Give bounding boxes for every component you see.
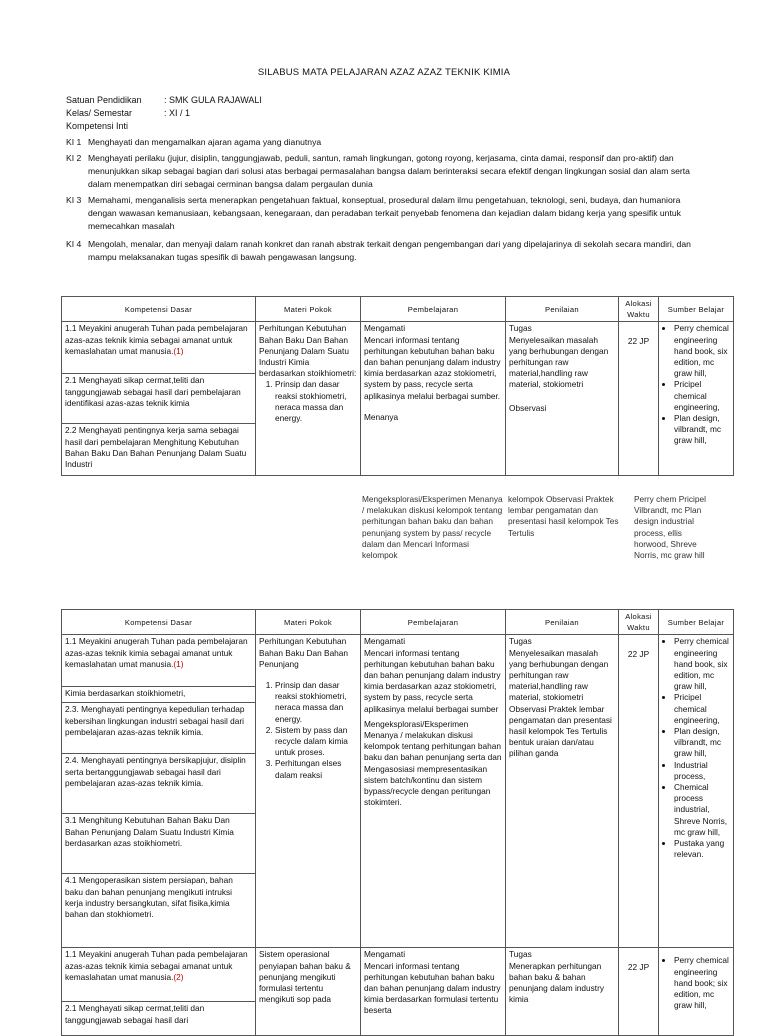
- sumber-item: • Industrial process,: [674, 760, 730, 782]
- sumber-item: • Perry chemical engineering hand book; six edition, mc graw hill,: [674, 955, 730, 1011]
- kd-text: 1.1 Meyakini anugerah Tuhan pada pembelajaran azas-azas teknik kimia sebagai amanat untuk kemaslahatan umat manusia.: [65, 636, 248, 669]
- ki-text: Menghayati perilaku (jujur, disiplin, tanggungjawab, peduli, santun, ramah lingkungan, gotong royong, kerjasama, cinta damai, responsif dan pro-aktif) dan menunjukkan sikap sebagai bagian dari solusi atas berbagai permasalahan bangsa dalam berinteraksi secara efektif dengan lingkungan sosial dan alam serta dalam menempatkan diri sebagai cerminan bangsa dalam pergaulan dunia: [88, 153, 690, 189]
- overflow-text-sumber: Perry chem Pricipel Vilbrandt, mc Plan design industrial process, ellis horwood, Shreve Norris, mc graw hill: [634, 494, 706, 561]
- pembelajaran-cell: [361, 948, 506, 1036]
- header-penilaian: Penilaian: [506, 297, 619, 322]
- materi-list-item: 1. Prinsip dan dasar reaksi stokhiometri, neraca massa dan energy.: [275, 379, 357, 424]
- sumber-item: • Pustaka yang relevan.: [674, 838, 730, 860]
- sumber-list: [662, 323, 730, 446]
- alokasi-cell: 22 JP: [619, 948, 659, 1036]
- header-pembelajaran: Pembelajaran: [361, 297, 506, 322]
- kd-text: 2.1 Menghayati sikap cermat,teliti dan tanggungjawab sebagai hasil dari: [65, 1003, 205, 1025]
- pemb-text: Mencari informasi tentang perhitungan kebutuhan bahan baku dan bahan penunjang dalam industry kimia berdasarkan azaz stokiometri, system by pass, recycle serta aplikasinya melalui berbagai sumber: [364, 647, 501, 714]
- ki-text: Mengolah, menalar, dan menyaji dalam ranah konkret dan ranah abstrak terkait dengan pengembangan dari yang dipelajarinya di sekolah secara mandiri, dan mampu melaksanakan tugas spesifik di bawah pengawasan langsung.: [88, 239, 691, 262]
- sumber-item: • Perry chemical engineering hand book, six edition, mc graw hill,: [674, 323, 730, 379]
- ki-item-3: [66, 194, 706, 232]
- kd-text: 2.1 Menghayati sikap cermat,teliti dan tanggungjawab sebagai hasil dari pembelajaran identifikasi azas-azas teknik kimia: [65, 375, 241, 408]
- pen-tail: Observasi: [509, 402, 547, 413]
- kd-item: [62, 635, 255, 687]
- header-kd: Kompetensi Dasar: [62, 610, 256, 635]
- alokasi-cell: 22 JP: [619, 322, 659, 476]
- kd-item: [62, 814, 255, 874]
- header-materi: Materi Pokok: [256, 297, 361, 322]
- silabus-table-2: [61, 609, 734, 1036]
- kd-item: [62, 948, 255, 1002]
- sumber-item: • Chemical process industrial, Shreve Norris, mc graw hill,: [674, 782, 730, 838]
- materi-list: [259, 379, 357, 424]
- kd-text: 2.3. Menghayati pentingnya kepedulian terhadap kebersihan lingkungan industri sebagai hasil dari pembelajaran azas-azas teknik kimia.: [65, 704, 245, 737]
- materi-cell: Sistem operasional penyiapan bahan baku & penunjang mengikuti formulasi tertentu mengikuti sop pada: [256, 948, 361, 1036]
- kd-mark: (2): [173, 971, 184, 982]
- pemb-tail: Menanya: [364, 411, 399, 422]
- ki-code: KI 1: [66, 137, 82, 147]
- kd-mark: (1): [173, 345, 184, 356]
- kd-mark: (1): [173, 658, 184, 669]
- overflow-text-penilaian: kelompok Observasi Praktek lembar pengamatan dan presentasi hasil kelompok Tes Tertulis: [508, 494, 619, 538]
- overflow-text-pembelajaran: Mengeksplorasi/Eksperimen Menanya / melakukan diskusi kelompok tentang perhitungan bahan baku dan bahan penunjang system by pass/ recycle dalam dan Mencari Informasi kelompok: [362, 494, 503, 561]
- sumber-cell: [659, 635, 734, 948]
- ki-code: KI 2: [66, 153, 82, 163]
- materi-intro: Perhitungan Kebutuhan Bahan Baku Dan Bahan Penunjang Dalam Suatu Industri Kimia berdasarkan stoikhiometri:: [259, 323, 357, 379]
- kd-text: Kimia berdasarkan stoikhiometri,: [65, 688, 186, 699]
- pembelajaran-cell: [361, 635, 506, 948]
- kd-text: 1.1 Meyakini anugerah Tuhan pada pembelajaran azas-azas teknik kimia sebagai amanat untuk kemaslahatan umat manusia.: [65, 323, 248, 356]
- kd-cell: [62, 635, 256, 948]
- materi-list-item: 1. Prinsip dan dasar reaksi stokhiometri, neraca massa dan energy.: [275, 680, 357, 725]
- kd-cell: [62, 948, 256, 1036]
- sumber-cell: [659, 322, 734, 476]
- sumber-item: • Perry chemical engineering hand book, six edition, mc graw hill,: [674, 636, 730, 692]
- ki-code: KI 3: [66, 195, 82, 205]
- pemb-more: Mengeksplorasi/Eksperimen Menanya / melakukan diskusi kelompok tentang perhitungan bahan baku dan bahan penunjang serta dan Mengasosiasi mempresentasikan sistem batch/kontinu dan sistem bypass/recycle dengan peritungan stokimteri.: [364, 718, 502, 808]
- meta-value-school: : SMK GULA RAJAWALI: [164, 95, 262, 105]
- pen-text: Menyelesaikan masalah yang berhubungan dengan perhitungan raw material,handling raw material, stokiometri: [509, 334, 609, 390]
- kd-text: 4.1 Mengoperasikan sistem persiapan, bahan baku dan bahan penunjang mengikuti intruksi kerja industry bersangkutan, sifat fisika,kimia bahan dan stokhiometri.: [65, 875, 233, 920]
- materi-list-item: 3. Perhitungan elses dalam reaksi: [275, 758, 357, 780]
- header-sumber: Sumber Belajar: [659, 610, 734, 635]
- kd-item: [62, 687, 255, 703]
- materi-intro: Perhitungan Kebutuhan Bahan Baku Dan Bahan Penunjang: [259, 636, 349, 669]
- kd-item: [62, 322, 255, 374]
- ki-item-4: [66, 238, 706, 264]
- kd-item: [62, 1002, 255, 1035]
- kd-text: 3.1 Menghitung Kebutuhan Bahan Baku Dan Bahan Penunjang Dalam Suatu Industri Kimia berdasarkan azas stoikhiometri.: [65, 815, 234, 848]
- header-alokasi: Alokasi Waktu: [619, 297, 659, 322]
- header-pembelajaran: Pembelajaran: [361, 610, 506, 635]
- ki-heading: Kompetensi Inti: [66, 121, 129, 131]
- ki-item-2: [66, 152, 706, 190]
- kd-cell: [62, 322, 256, 476]
- pemb-heading: Mengamati: [364, 636, 406, 647]
- pemb-text: Mencari informasi tentang perhitungan kebutuhan bahan baku dan bahan penunjang dalam industry kimia berdasarkan formulasi tertentu beserta: [364, 960, 501, 1016]
- penilaian-cell: [506, 948, 619, 1036]
- header-alokasi: Alokasi Waktu: [619, 610, 659, 635]
- header-sumber: Sumber Belajar: [659, 297, 734, 322]
- pen-heading: Tugas: [509, 323, 532, 334]
- sumber-item: • Pricipel chemical engineering,: [674, 692, 730, 726]
- materi-list: [259, 680, 357, 781]
- kd-item: [62, 754, 255, 814]
- alokasi-cell: 22 JP: [619, 635, 659, 948]
- materi-list-item: 2. Sistem by pass dan recycle dalam kimia untuk proses.: [275, 725, 357, 759]
- kd-text: 1.1 Meyakini anugerah Tuhan pada pembelajaran azas-azas teknik kimia sebagai amanat untuk kemaslahatan umat manusia.: [65, 949, 248, 982]
- penilaian-cell: [506, 322, 619, 476]
- meta-value-class: : XI / 1: [164, 108, 191, 118]
- pen-heading: Tugas: [509, 636, 532, 647]
- materi-cell: [256, 635, 361, 948]
- sumber-list: [662, 955, 730, 1011]
- sumber-item: • Pricipel chemical engineering,: [674, 379, 730, 413]
- pemb-heading: Mengamati: [364, 949, 406, 960]
- kd-item: [62, 374, 255, 424]
- pemb-heading: Mengamati: [364, 323, 406, 334]
- document-title: SILABUS MATA PELAJARAN AZAZ AZAZ TEKNIK KIMIA: [257, 67, 511, 78]
- kd-item: [62, 424, 255, 475]
- kd-text: 2.4. Menghayati pentingnya bersikapjujur, disiplin serta bertanggungjawab sebagai hasil dari pembelajaran azas-azas teknik kimia.: [65, 755, 246, 788]
- kd-item: [62, 703, 255, 754]
- header-penilaian: Penilaian: [506, 610, 619, 635]
- sumber-cell: [659, 948, 734, 1036]
- meta-labels: [66, 94, 142, 133]
- ki-code: KI 4: [66, 239, 82, 249]
- pemb-text: Mencari informasi tentang perhitungan kebutuhan bahan baku dan bahan penunjang dalam industry kimia berdasarkan azaz stokiometri, system by pass, recycle serta aplikasinya melalui berbagai sumber.: [364, 334, 501, 401]
- kd-item: [62, 874, 255, 947]
- ki-text: Menghayati dan mengamalkan ajaran agama yang dianutnya: [88, 137, 322, 147]
- meta-label-school: Satuan Pendidikan: [66, 95, 142, 105]
- pembelajaran-cell: [361, 322, 506, 476]
- sumber-list: [662, 636, 730, 860]
- silabus-table-1: [61, 296, 734, 476]
- meta-label-class: Kelas/ Semestar: [66, 108, 133, 118]
- ki-item-1: [66, 136, 706, 149]
- pen-heading: Tugas: [509, 949, 532, 960]
- ki-text: Memahami, menganalisis serta menerapkan pengetahuan faktual, konseptual, prosedural dalam ilmu pengetahuan, teknologi, seni, budaya, dan humaniora dengan wawasan kemanusiaan, kebangsaan, kenegaraan, dan peradaban terkait penyebab fenomena dan kejadian dalam bidang kerja yang spesifik untuk memecahkan masalah: [88, 195, 681, 231]
- sumber-item: • Plan design, vilbrandt, mc graw hill,: [674, 726, 730, 760]
- header-kd: Kompetensi Dasar: [62, 297, 256, 322]
- header-materi: Materi Pokok: [256, 610, 361, 635]
- penilaian-cell: [506, 635, 619, 948]
- sumber-item: • Plan design, vilbrandt, mc graw hill,: [674, 413, 730, 447]
- pen-text: Menerapkan perhitungan bahan baku & bahan penunjang dalam industry kimia: [509, 960, 605, 1005]
- kd-text: 2.2 Menghayati pentingnya kerja sama sebagai hasil dari pembelajaran Menghitung Kebutuhan Bahan Baku Dan Bahan Penunjang Dalam Suatu Industri: [65, 425, 247, 470]
- meta-values: [164, 94, 262, 120]
- materi-cell: [256, 322, 361, 476]
- pen-text: Menyelesaikan masalah yang berhubungan dengan perhitungan raw material,handling raw material, stokiometri Observasi Praktek lembar pengamatan dan presentasi hasil kelompok Tes Tertulis bentuk uraian dan/atau pilihan ganda: [509, 647, 612, 759]
